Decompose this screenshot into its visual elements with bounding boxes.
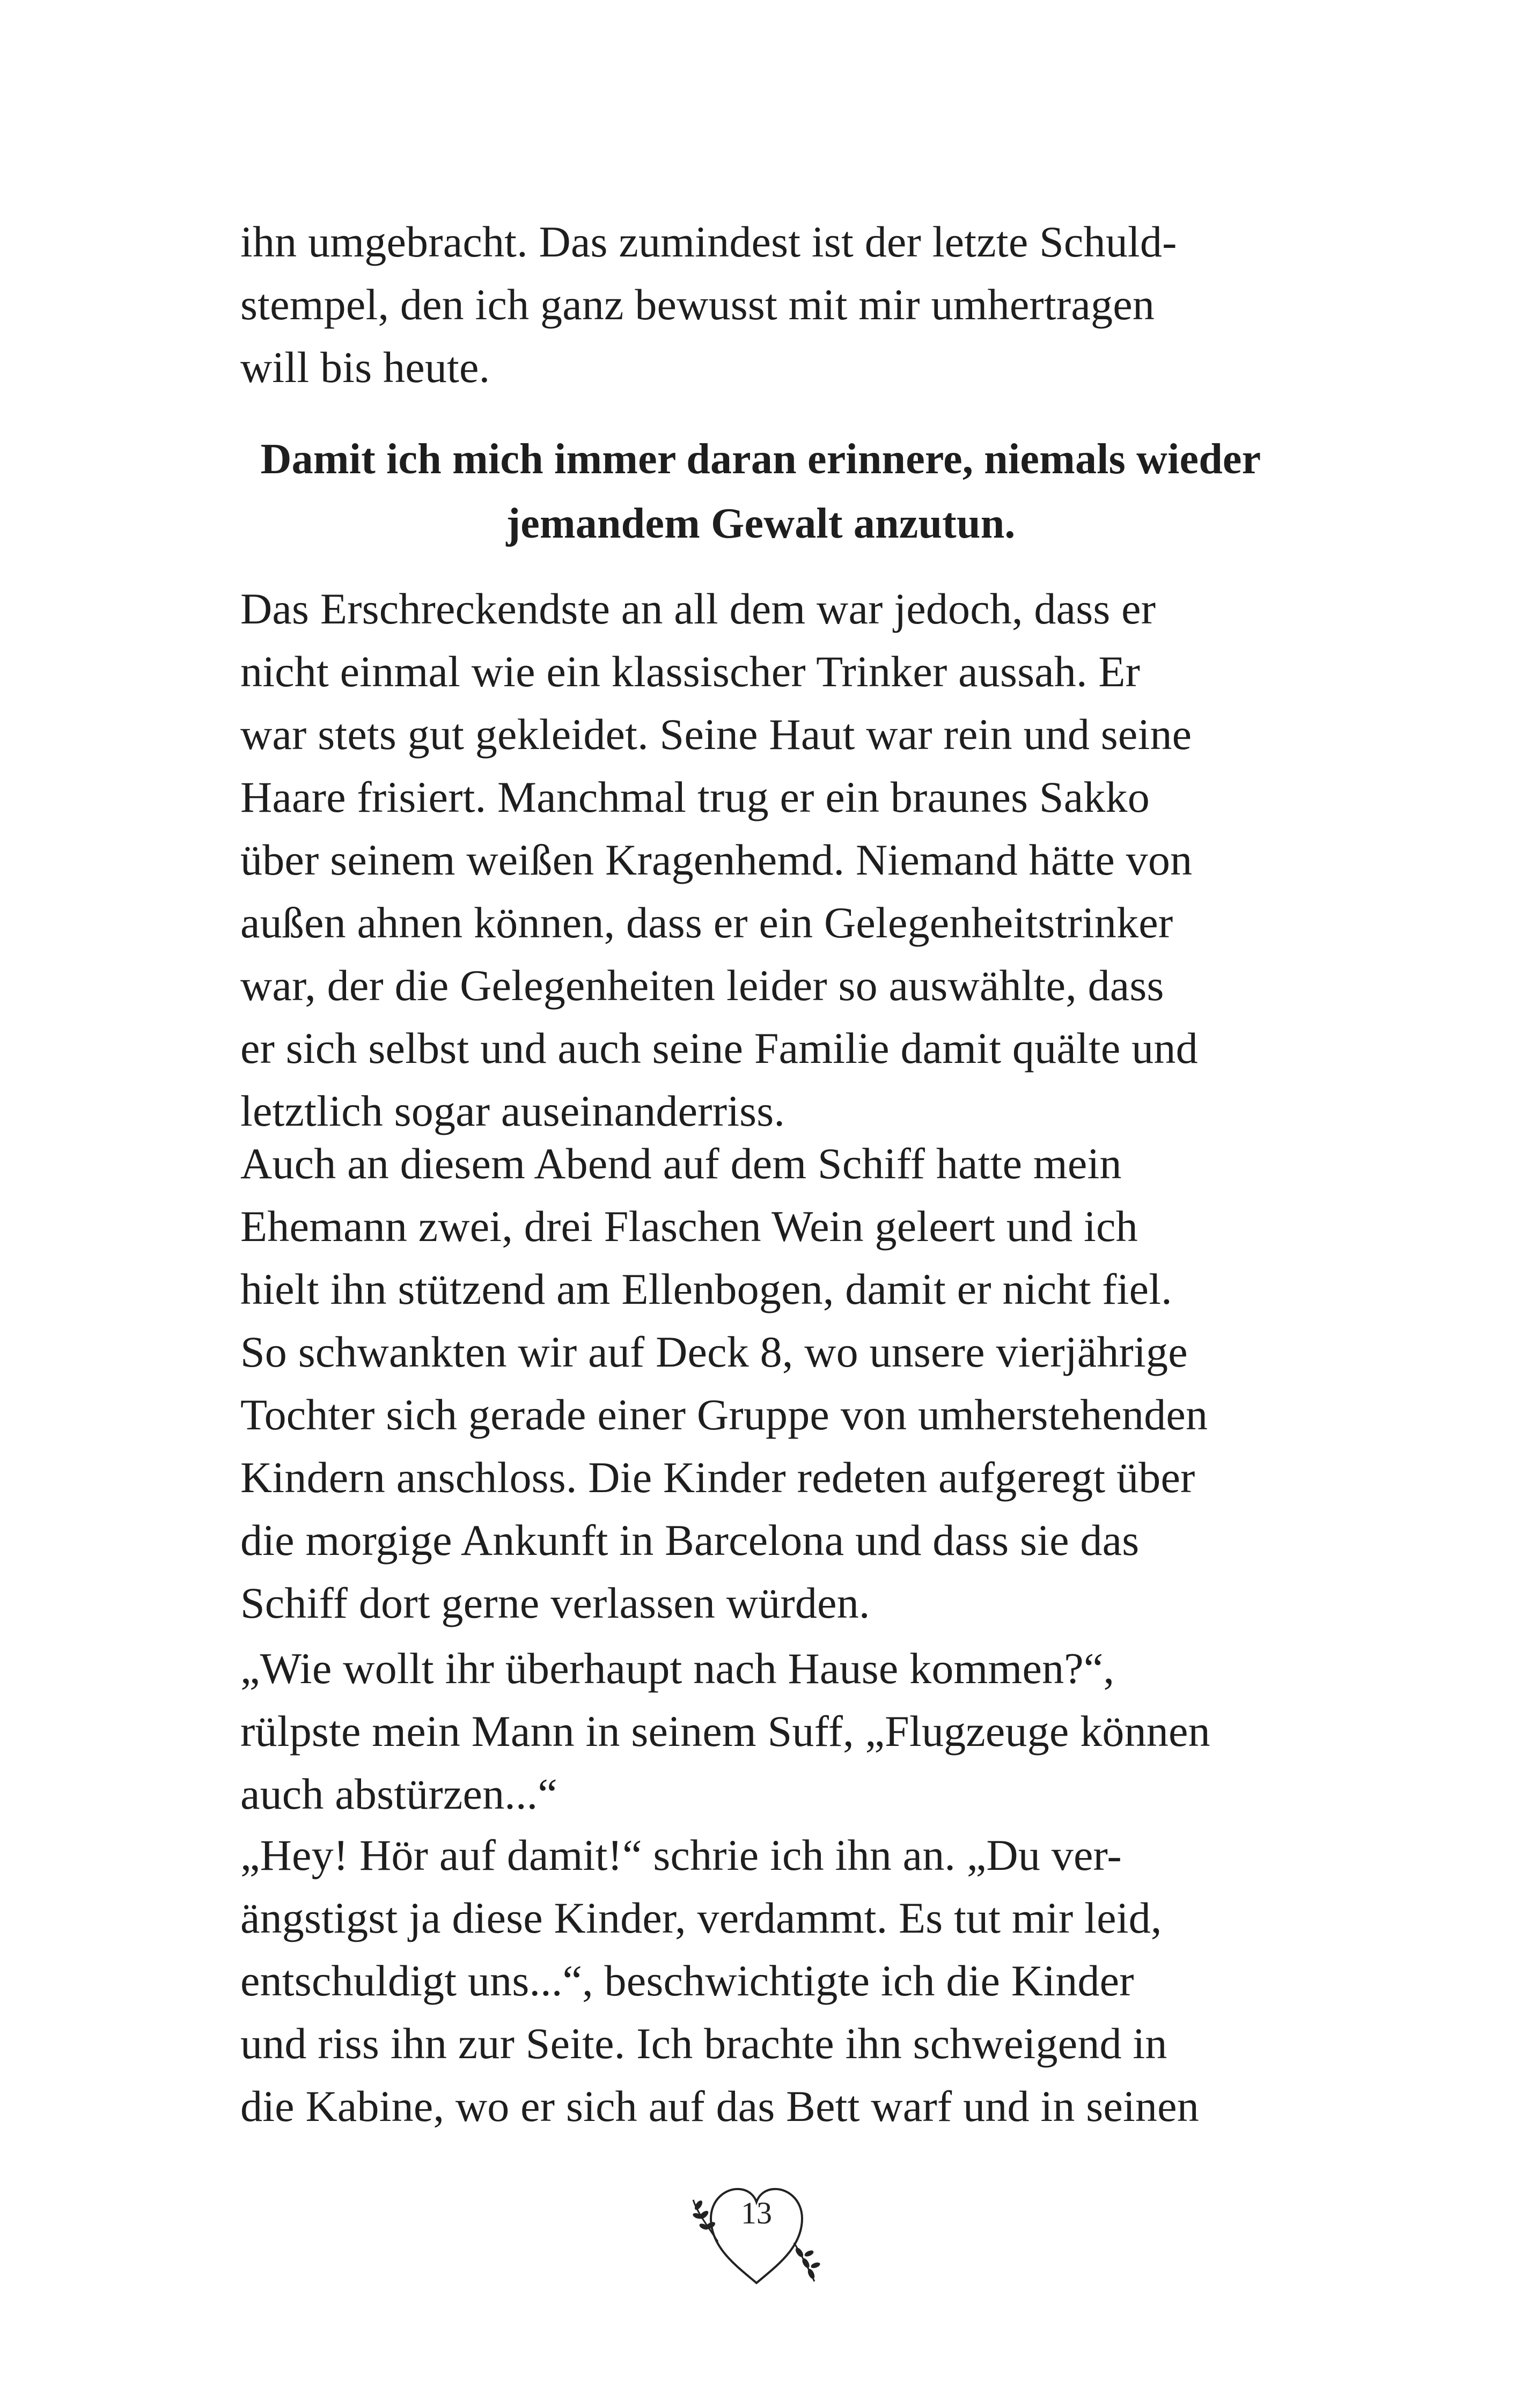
- text-line: So schwankten wir auf Deck 8, wo unsere vierjährige: [240, 1327, 1188, 1376]
- text-line: Das Erschreckendste an all dem war jedoch, dass er: [240, 584, 1156, 633]
- emphasis-line: Damit ich mich immer daran erinnere, niemals wieder: [260, 436, 1261, 483]
- text-line: Haare frisiert. Manchmal trug er ein braunes Sakko: [240, 773, 1150, 821]
- text-line: auch abstürzen...“: [240, 1770, 557, 1818]
- text-line: außen ahnen können, dass er ein Gelegenheitstrinker: [240, 898, 1173, 947]
- text-line: „Hey! Hör auf damit!“ schrie ich ihn an. „Du ver-: [240, 1831, 1122, 1880]
- paragraph-continuation: [240, 210, 1292, 399]
- text-line: über seinem weißen Kragenhemd. Niemand hätte von: [240, 835, 1193, 884]
- paragraph-ship-evening: [240, 1132, 1292, 1634]
- text-line: „Wie wollt ihr überhaupt nach Hause kommen?“,: [240, 1644, 1115, 1693]
- text-line: Schiff dort gerne verlassen würden.: [240, 1579, 870, 1627]
- text-line: die morgige Ankunft in Barcelona und dass sie das: [240, 1516, 1140, 1565]
- text-line: er sich selbst und auch seine Familie damit quälte und: [240, 1024, 1198, 1073]
- page-footer: [687, 2162, 826, 2296]
- paragraph-description: [240, 577, 1292, 1142]
- text-line: Kindern anschloss. Die Kinder redeten aufgeregt über: [240, 1453, 1195, 1502]
- text-line: Ehemann zwei, drei Flaschen Wein geleert und ich: [240, 1202, 1138, 1251]
- text-line: hielt ihn stützend am Ellenbogen, damit er nicht fiel.: [240, 1265, 1172, 1313]
- text-line: rülpste mein Mann in seinem Suff, „Flugzeuge können: [240, 1707, 1210, 1756]
- text-line: letztlich sogar auseinanderriss.: [240, 1086, 785, 1135]
- text-line: entschuldigt uns...“, beschwichtigte ich die Kinder: [240, 1956, 1134, 2005]
- text-line: die Kabine, wo er sich auf das Bett warf und in seinen: [240, 2082, 1199, 2131]
- text-line: Auch an diesem Abend auf dem Schiff hatte mein: [240, 1139, 1122, 1188]
- text-line: will bis heute.: [240, 343, 490, 392]
- emphasis-statement: [240, 427, 1281, 556]
- text-line: stempel, den ich ganz bewusst mit mir umhertragen: [240, 280, 1155, 329]
- emphasis-line: jemandem Gewalt anzutun.: [506, 500, 1016, 547]
- page-number: 13: [741, 2196, 772, 2230]
- text-line: nicht einmal wie ein klassischer Trinker aussah. Er: [240, 647, 1141, 696]
- text-line: war, der die Gelegenheiten leider so auswählte, dass: [240, 961, 1164, 1010]
- text-line: war stets gut gekleidet. Seine Haut war rein und seine: [240, 710, 1192, 759]
- text-line: Tochter sich gerade einer Gruppe von umherstehenden: [240, 1390, 1208, 1439]
- text-line: ihn umgebracht. Das zumindest ist der letzte Schuld-: [240, 217, 1177, 266]
- text-line: und riss ihn zur Seite. Ich brachte ihn schweigend in: [240, 2019, 1167, 2068]
- paragraph-dialogue-husband: [240, 1637, 1292, 1825]
- text-line: ängstigst ja diese Kinder, verdammt. Es tut mir leid,: [240, 1893, 1162, 1942]
- paragraph-dialogue-narrator: [240, 1824, 1292, 2138]
